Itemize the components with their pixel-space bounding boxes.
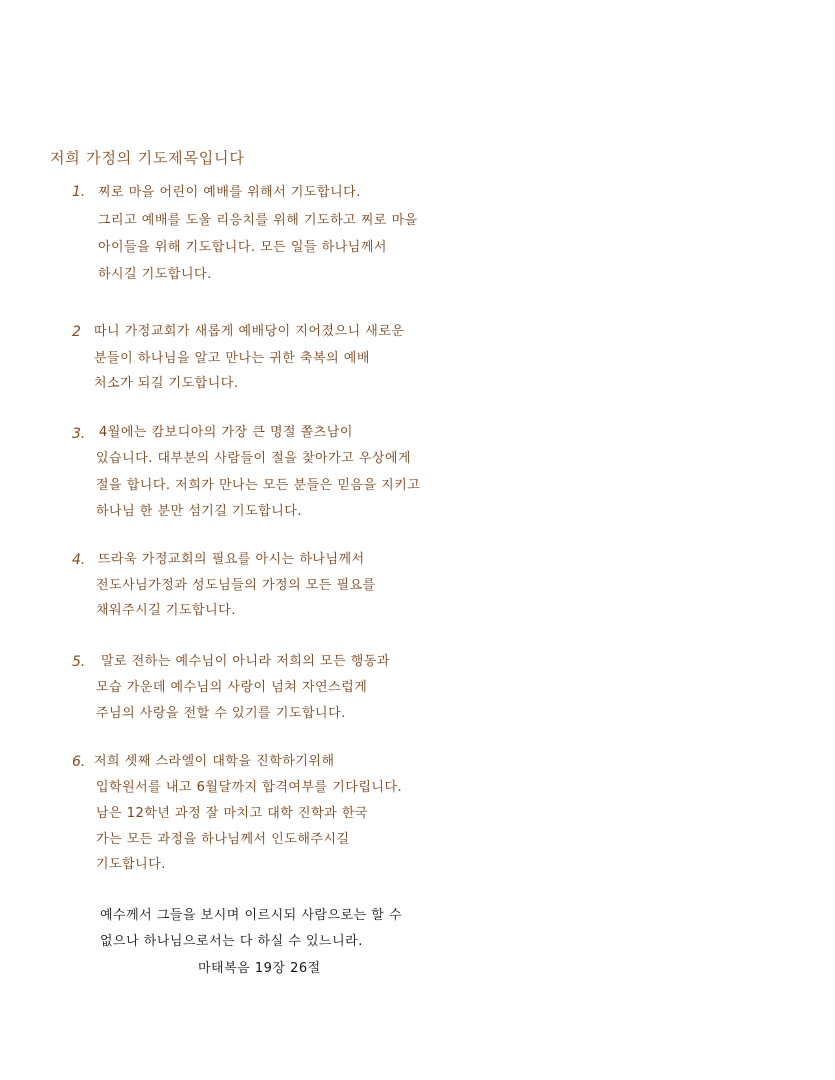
- verse-line: 없으나 하나님으로서는 다 하실 수 있느니라.: [100, 934, 363, 949]
- page-title: 저희 가정의 기도제목입니다: [50, 149, 245, 167]
- item-line: 처소가 되길 기도합니다.: [94, 376, 239, 391]
- item-line: 따니 가정교회가 새롭게 예배당이 지어졌으니 새로운: [94, 324, 405, 339]
- item-line: 그리고 예배를 도울 리응치를 위해 기도하고 찌로 마을: [98, 213, 418, 228]
- verse-reference: 마태복음 19장 26절: [198, 961, 321, 976]
- item-line: 절을 합니다. 저희가 만나는 모든 분들은 믿음을 지키고: [96, 478, 421, 493]
- item-line: 가는 모든 과정을 하나님께서 인도해주시길: [96, 832, 350, 847]
- item-number: 4.: [72, 552, 86, 568]
- item-line: 입학원서를 내고 6월달까지 합격여부를 기다립니다.: [96, 780, 403, 795]
- item-line: 기도합니다.: [96, 857, 166, 872]
- item-line: 뜨라욱 가정교회의 필요를 아시는 하나님께서: [98, 552, 365, 567]
- verse-line: 예수께서 그들을 보시며 이르시되 사람으로는 할 수: [100, 908, 403, 923]
- item-line: 말로 전하는 예수님이 아니라 저희의 모든 행동과: [101, 654, 390, 669]
- item-line: 주님의 사랑을 전할 수 있기를 기도합니다.: [96, 706, 346, 721]
- item-number: 3.: [72, 426, 86, 442]
- item-line: 저희 셋째 스라엘이 대학을 진학하기위해: [94, 754, 335, 769]
- item-line: 모습 가운데 예수님의 사랑이 넘쳐 자연스럽게: [96, 680, 368, 695]
- item-number: 2: [72, 324, 81, 340]
- item-number: 5.: [72, 654, 86, 670]
- item-number: 1.: [72, 184, 86, 200]
- item-line: 4월에는 캄보디아의 가장 큰 명절 쫄츠남이: [99, 425, 353, 440]
- item-line: 하시길 기도합니다.: [98, 267, 212, 282]
- item-line: 하나님 한 분만 섬기길 기도합니다.: [96, 504, 302, 519]
- item-line: 전도사님가정과 성도님들의 가정의 모든 필요를: [96, 578, 376, 593]
- item-line: 분들이 하나님을 알고 만나는 귀한 축복의 예배: [94, 351, 370, 366]
- item-line: 채워주시길 기도합니다.: [96, 603, 236, 618]
- item-line: 있습니다. 대부분의 사람들이 절을 찾아가고 우상에게: [96, 451, 412, 466]
- item-line: 아이들을 위해 기도합니다. 모든 일들 하나님께서: [98, 240, 387, 255]
- item-line: 찌로 마을 어린이 예배를 위해서 기도합니다.: [98, 185, 361, 200]
- item-line: 남은 12학년 과정 잘 마치고 대학 진학과 한국: [96, 806, 368, 821]
- item-number: 6.: [72, 754, 86, 770]
